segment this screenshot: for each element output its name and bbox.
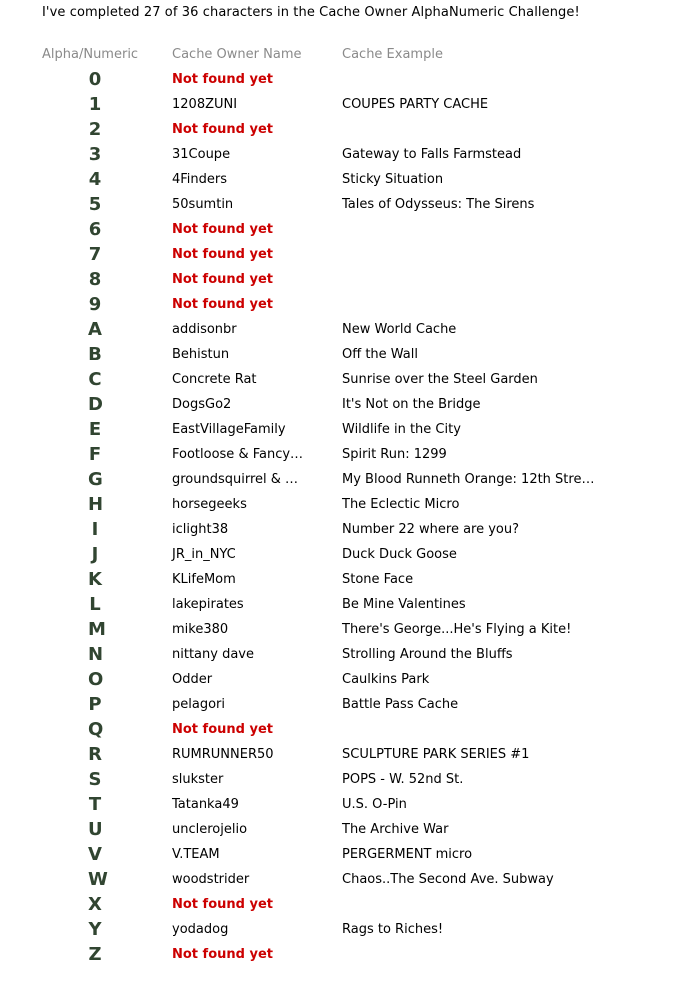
table-row [0,543,685,568]
challenge-table [0,68,685,968]
alpha-numeric-character: F [88,444,102,465]
cache-owner-name: groundsquirrel & … [172,472,299,487]
alpha-numeric-character: P [88,694,102,715]
cache-example: Sunrise over the Steel Garden [342,372,538,387]
alpha-numeric-character: J [91,544,99,565]
table-row [0,518,685,543]
alpha-numeric-character: S [88,769,102,790]
table-row [0,743,685,768]
table-row [0,793,685,818]
cache-example: New World Cache [342,322,457,337]
alpha-numeric-character: H [88,494,104,515]
alpha-numeric-character: L [89,594,101,615]
table-row [0,318,685,343]
cache-owner-name: Concrete Rat [172,372,257,387]
cache-owner-name: RUMRUNNER50 [172,747,274,762]
table-row [0,918,685,943]
table-row [0,418,685,443]
alpha-numeric-character: Z [88,944,102,965]
cache-owner-name: nittany dave [172,647,254,662]
table-row [0,168,685,193]
table-row [0,693,685,718]
cache-owner-name: lakepirates [172,597,244,612]
not-found-status: Not found yet [172,947,273,962]
table-row [0,943,685,968]
alpha-numeric-character: A [88,319,102,340]
cache-example: Rags to Riches! [342,922,444,937]
cache-owner-name: addisonbr [172,322,237,337]
cache-example: PERGERMENT micro [342,847,473,862]
table-row [0,768,685,793]
cache-owner-name: Footloose & Fancy… [172,447,304,462]
cache-example: Duck Duck Goose [342,547,457,562]
cache-example: There's George...He's Flying a Kite! [342,622,572,637]
cache-example: Battle Pass Cache [342,697,459,712]
alpha-numeric-character: 8 [88,269,102,290]
table-row [0,468,685,493]
cache-owner-name: iclight38 [172,522,229,537]
cache-owner-name: yodadog [172,922,229,937]
not-found-status: Not found yet [172,272,273,287]
table-row [0,493,685,518]
alpha-numeric-character: Q [88,719,104,740]
table-row [0,718,685,743]
alpha-numeric-character: V [88,844,102,865]
not-found-status: Not found yet [172,122,273,137]
alpha-numeric-character: 7 [88,244,102,265]
header-cache-owner-name: Cache Owner Name [172,47,302,62]
cache-example: Off the Wall [342,347,419,362]
alpha-numeric-character: 5 [88,194,102,215]
cache-owner-name: EastVillageFamily [172,422,286,437]
cache-owner-name: 4Finders [172,172,228,187]
cache-example: It's Not on the Bridge [342,397,481,412]
alpha-numeric-character: W [88,869,108,890]
cache-owner-name: 50sumtin [172,197,234,212]
alpha-numeric-character: X [88,894,102,915]
not-found-status: Not found yet [172,297,273,312]
cache-owner-name: Odder [172,672,213,687]
not-found-status: Not found yet [172,722,273,737]
cache-owner-name: mike380 [172,622,229,637]
table-row [0,593,685,618]
alpha-numeric-character: C [88,369,102,390]
table-row [0,818,685,843]
alpha-numeric-character: M [88,619,106,640]
alpha-numeric-character: 6 [88,219,102,240]
cache-example: The Archive War [342,822,449,837]
table-row [0,368,685,393]
header-alpha-numeric: Alpha/Numeric [42,47,139,62]
cache-example: POPS - W. 52nd St. [342,772,464,787]
challenge-summary: I've completed 27 of 36 characters in the Cache Owner AlphaNumeric Challenge! [42,5,580,20]
alpha-numeric-character: 3 [88,144,102,165]
cache-example: The Eclectic Micro [342,497,460,512]
cache-owner-name: horsegeeks [172,497,247,512]
cache-example: Strolling Around the Bluffs [342,647,513,662]
header-cache-example: Cache Example [342,47,443,62]
not-found-status: Not found yet [172,222,273,237]
alpha-numeric-character: 9 [88,294,102,315]
cache-example: Spirit Run: 1299 [342,447,447,462]
cache-owner-name: 31Coupe [172,147,231,162]
alpha-numeric-character: K [88,569,102,590]
cache-example: SCULPTURE PARK SERIES #1 [342,747,530,762]
alpha-numeric-character: 0 [88,69,102,90]
cache-owner-name: slukster [172,772,224,787]
table-row [0,243,685,268]
table-row [0,293,685,318]
cache-example: Number 22 where are you? [342,522,520,537]
cache-example: Sticky Situation [342,172,444,187]
cache-example: Be Mine Valentines [342,597,466,612]
cache-owner-name: woodstrider [172,872,250,887]
alpha-numeric-character: I [91,519,99,540]
cache-example: Caulkins Park [342,672,430,687]
table-row [0,893,685,918]
cache-owner-name: Behistun [172,347,230,362]
table-row [0,843,685,868]
alpha-numeric-character: G [88,469,103,490]
cache-example: U.S. O-Pin [342,797,407,812]
alpha-numeric-character: O [88,669,104,690]
cache-example: Wildlife in the City [342,422,461,437]
table-row [0,68,685,93]
alpha-numeric-character: B [88,344,102,365]
table-row [0,268,685,293]
table-row [0,668,685,693]
alpha-numeric-character: 2 [88,119,102,140]
cache-owner-name: Tatanka49 [172,797,239,812]
cache-owner-name: 1208ZUNI [172,97,238,112]
alpha-numeric-character: R [88,744,102,765]
table-row [0,343,685,368]
table-row [0,118,685,143]
alpha-numeric-character: T [88,794,102,815]
table-row [0,193,685,218]
cache-owner-name: DogsGo2 [172,397,232,412]
alpha-numeric-character: N [88,644,104,665]
table-row [0,868,685,893]
alpha-numeric-character: E [88,419,102,440]
table-row [0,218,685,243]
table-row [0,143,685,168]
alpha-numeric-character: U [88,819,103,840]
cache-example: COUPES PARTY CACHE [342,97,489,112]
alpha-numeric-character: D [88,394,103,415]
cache-owner-name: unclerojelio [172,822,248,837]
cache-example: My Blood Runneth Orange: 12th Stre… [342,472,595,487]
cache-owner-name: JR_in_NYC [172,547,236,562]
alpha-numeric-character: Y [88,919,102,940]
cache-owner-name: V.TEAM [172,847,220,862]
not-found-status: Not found yet [172,897,273,912]
alpha-numeric-character: 1 [88,94,102,115]
cache-example: Tales of Odysseus: The Sirens [342,197,535,212]
cache-owner-name: KLifeMom [172,572,236,587]
table-row [0,618,685,643]
table-row [0,93,685,118]
alpha-numeric-character: 4 [88,169,102,190]
cache-example: Gateway to Falls Farmstead [342,147,522,162]
table-row [0,393,685,418]
table-row [0,443,685,468]
cache-example: Stone Face [342,572,414,587]
cache-example: Chaos..The Second Ave. Subway [342,872,554,887]
table-row [0,568,685,593]
not-found-status: Not found yet [172,247,273,262]
not-found-status: Not found yet [172,72,273,87]
cache-owner-name: pelagori [172,697,225,712]
table-row [0,643,685,668]
